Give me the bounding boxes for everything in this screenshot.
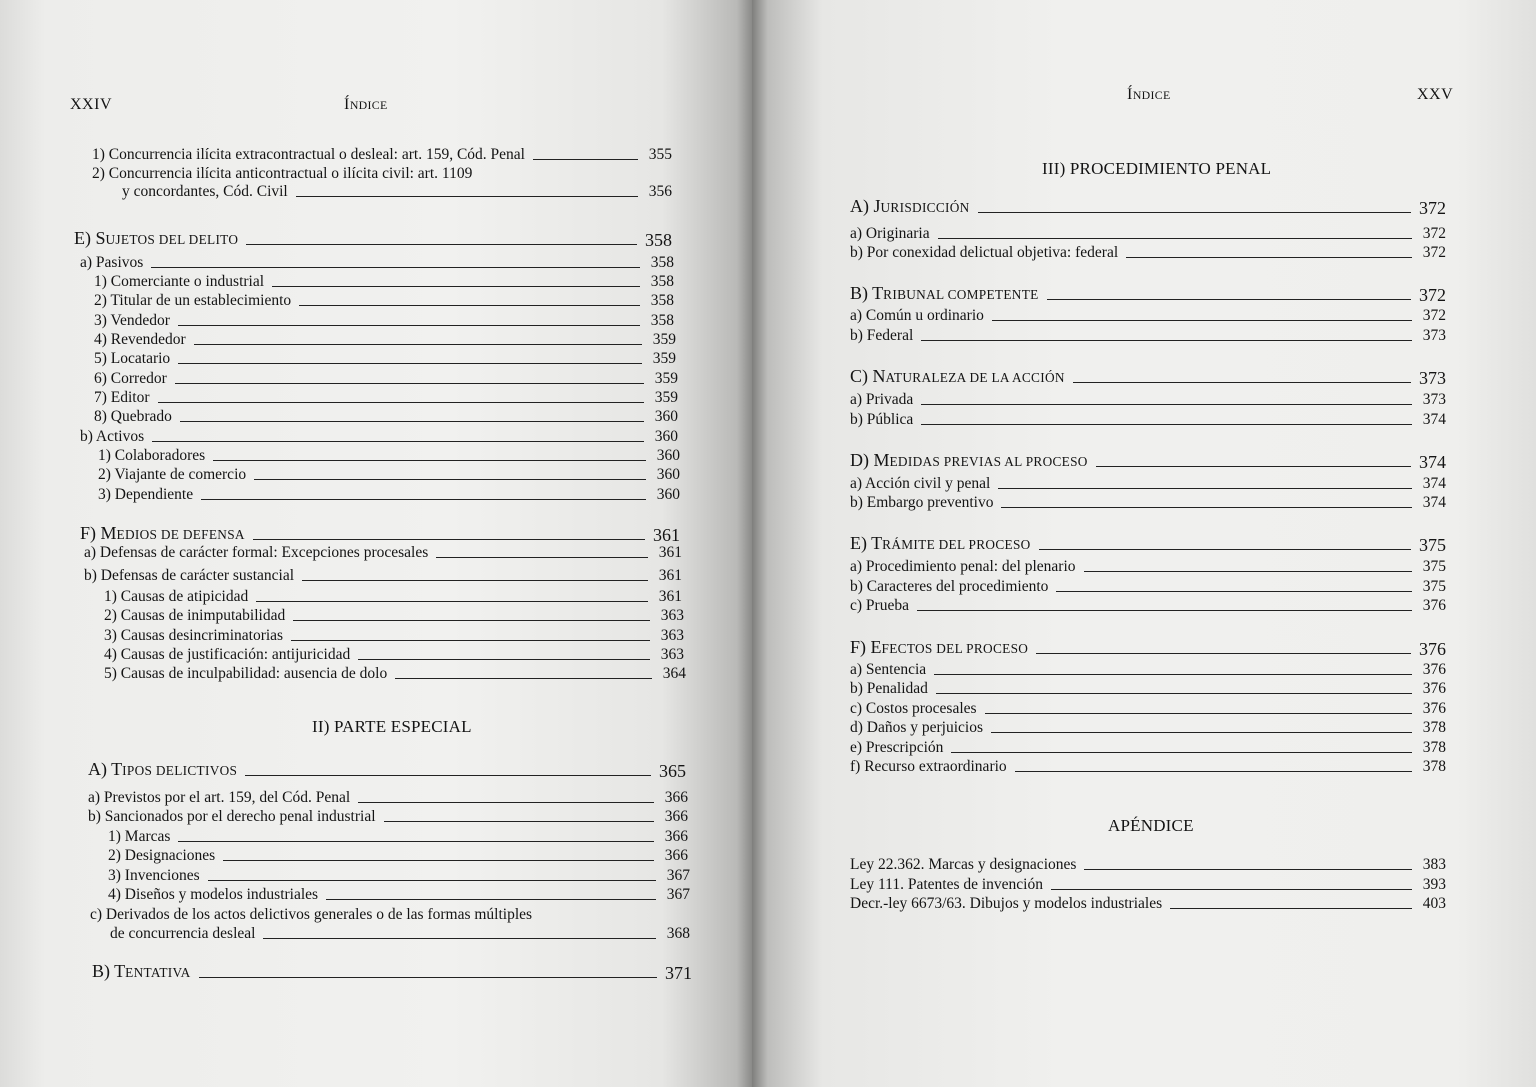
toc-entry [88,808,688,826]
toc-entry-label: 1) Comerciante o industrial [94,273,265,290]
toc-entry-label: 2) Titular de un establecimiento [94,292,292,309]
leader-line [436,557,648,558]
leader-line [299,305,640,306]
toc-entry [94,331,676,349]
toc-entry [850,856,1446,874]
toc-page-number: 372 [1422,307,1446,324]
toc-page-number: 376 [1422,661,1446,678]
toc-entry-label: 1) Marcas [108,828,171,845]
toc-page-number: 375 [1419,535,1446,555]
toc-entry-label: 2) Viajante de comercio [98,466,247,483]
toc-entry-label: a) Común u ordinario [850,307,984,324]
toc-entry-label: 3) Dependiente [98,486,194,503]
toc-page-number: 361 [658,544,682,561]
page-number: XXV [1417,86,1454,103]
toc-entry-label: A) JURISDICCIÓN [850,196,970,216]
leader-line [533,159,638,160]
toc-page-number: 376 [1422,680,1446,697]
toc-page-number: 378 [1422,758,1446,775]
toc-entry-label: 2) Designaciones [108,847,216,864]
leader-line [992,320,1412,321]
toc-entry [84,567,682,585]
toc-entry-label: a) Pasivos [80,254,144,271]
toc-entry [90,906,532,924]
leader-line [293,620,650,621]
toc-entry [92,146,672,164]
toc-entry-label: B) TENTATIVA [92,961,191,981]
toc-entry-label: b) Embargo preventivo [850,494,994,511]
toc-page-number: 355 [648,146,672,163]
toc-page-number: 367 [666,886,690,903]
toc-page-number: 358 [650,292,674,309]
toc-entry [80,428,678,446]
toc-entry [94,350,676,368]
leader-line [998,488,1412,489]
leader-line [302,580,648,581]
running-head-text: ÍNDICE [344,96,388,113]
toc-entry [80,254,674,272]
toc-page-number: 363 [660,646,684,663]
toc-page-number: 366 [664,789,688,806]
toc-entry [104,646,684,664]
toc-entry-label: a) Acción civil y penal [850,475,991,492]
toc-page-number: 367 [666,867,690,884]
toc-page-number: 363 [660,627,684,644]
toc-page-number: 374 [1422,494,1446,511]
toc-entry-label: e) Prescripción [850,739,944,756]
toc-entry [98,466,680,484]
toc-entry [850,391,1446,409]
leader-line [1015,771,1412,772]
toc-entry [850,739,1446,757]
toc-entry-label: b) Pública [850,411,914,428]
toc-entry [850,244,1446,262]
toc-page-number: 376 [1422,700,1446,717]
toc-entry [110,925,690,943]
leader-line [936,693,1412,694]
toc-entry [850,719,1446,737]
toc-entry-label: a) Sentencia [850,661,927,678]
leader-line [1126,257,1412,258]
toc-entry [104,665,686,683]
toc-entry [850,700,1446,718]
leader-line [245,775,651,776]
toc-page-number: 403 [1422,895,1446,912]
section-title: APÉNDICE [1108,816,1194,835]
toc-entry [850,661,1446,679]
toc-entry-label: F) MEDIOS DE DEFENSA [80,523,245,543]
leader-line [991,732,1412,733]
toc-entry-label: a) Privada [850,391,914,408]
leader-line [175,383,644,384]
toc-entry-label: C) NATURALEZA DE LA ACCIÓN [850,366,1065,386]
toc-page-number: 378 [1422,719,1446,736]
toc-page-number: 376 [1422,597,1446,614]
toc-page-number: 361 [658,588,682,605]
toc-page-number: 368 [666,925,690,942]
toc-entry [122,183,672,201]
toc-entry-label: b) Federal [850,327,914,344]
leader-line [1096,466,1411,467]
toc-entry-label: Decr.-ley 6673/63. Dibujos y modelos industriales [850,895,1163,912]
toc-entry [850,895,1446,913]
toc-category [850,367,1446,387]
leader-line [1039,549,1411,550]
toc-entry-label: y concordantes, Cód. Civil [122,183,288,200]
toc-entry [850,307,1446,325]
leader-line [199,977,657,978]
toc-entry-label: de concurrencia desleal [110,925,256,942]
toc-page-number: 360 [654,428,678,445]
leader-line [951,752,1412,753]
toc-entry-label: f) Recurso extraordinario [850,758,1007,775]
toc-page-number: 383 [1422,856,1446,873]
toc-entry [98,447,680,465]
running-head [344,96,387,114]
leader-line [1056,591,1412,592]
right-page [752,0,1536,1087]
leader-line [178,363,642,364]
toc-category [850,197,1446,217]
toc-page-number: 373 [1422,327,1446,344]
toc-page-number: 374 [1419,452,1446,472]
toc-entry-label: b) Defensas de carácter sustancial [84,567,294,584]
toc-page-number: 375 [1422,578,1446,595]
toc-category [74,229,672,249]
toc-page-number: 372 [1419,285,1446,305]
leader-line [151,267,640,268]
toc-entry-label: 8) Quebrado [94,408,172,425]
toc-entry-label: b) Penalidad [850,680,928,697]
leader-line [326,899,656,900]
leader-line [1047,299,1411,300]
toc-entry-label: 1) Causas de atipicidad [104,588,249,605]
toc-entry-label: Ley 22.362. Marcas y designaciones [850,856,1077,873]
running-head-text: ÍNDICE [1127,86,1171,103]
toc-entry-label: b) Activos [80,428,145,445]
toc-page-number: 359 [654,389,678,406]
leader-line [384,821,654,822]
toc-entry [94,273,674,291]
toc-entry-label: c) Derivados de los actos delictivos generales o de las formas múltiples [90,906,533,923]
toc-entry-label: 4) Diseños y modelos industriales [108,886,319,903]
left-page [0,0,752,1087]
toc-page-number: 360 [656,447,680,464]
toc-entry-label: Ley 111. Patentes de invención [850,876,1043,893]
page-number: XXIV [70,96,112,113]
toc-page-number: 361 [653,525,680,545]
toc-entry [104,627,684,645]
leader-line [921,404,1412,405]
toc-category [88,760,686,780]
leader-line [178,325,640,326]
toc-category [92,962,692,982]
toc-entry-label: b) Sancionados por el derecho penal industrial [88,808,376,825]
leader-line [395,678,652,679]
toc-page-number: 366 [664,828,688,845]
toc-page-number: 374 [1422,411,1446,428]
toc-page-number: 378 [1422,739,1446,756]
toc-entry [850,876,1446,894]
toc-page-number: 359 [652,350,676,367]
toc-entry [108,867,690,885]
leader-line [1051,889,1412,890]
toc-entry-label: c) Prueba [850,597,909,614]
toc-entry [108,828,688,846]
toc-entry-label: 4) Causas de justificación: antijuricidad [104,646,351,663]
toc-page-number: 361 [658,567,682,584]
toc-category [80,524,680,544]
toc-entry-label: 1) Colaboradores [98,447,206,464]
leader-line [1036,653,1411,654]
toc-entry [850,225,1446,243]
toc-page-number: 363 [660,607,684,624]
toc-category [850,451,1446,471]
toc-entry [108,886,690,904]
toc-entry [92,165,472,183]
toc-entry-label: b) Por conexidad delictual objetiva: federal [850,244,1119,261]
toc-entry [104,588,682,606]
leader-line [1073,382,1411,383]
toc-entry [94,292,674,310]
toc-page-number: 372 [1422,244,1446,261]
toc-page-number: 358 [645,230,672,250]
leader-line [213,460,646,461]
toc-entry [98,486,680,504]
toc-entry-label: 4) Revendedor [94,331,186,348]
running-head [1127,86,1170,104]
leader-line [1084,571,1412,572]
toc-entry [84,544,682,562]
leader-line [978,212,1411,213]
toc-entry-label: 5) Locatario [94,350,171,367]
toc-entry-label: d) Daños y perjuicios [850,719,984,736]
toc-entry-label: a) Procedimiento penal: del plenario [850,558,1076,575]
leader-line [921,424,1412,425]
leader-line [1084,869,1412,870]
toc-entry [850,680,1446,698]
toc-page-number: 360 [654,408,678,425]
toc-page-number: 358 [650,254,674,271]
toc-entry-label: B) TRIBUNAL COMPETENTE [850,283,1039,303]
toc-category [850,534,1446,554]
toc-page-number: 364 [662,665,686,682]
leader-line [985,713,1412,714]
toc-entry [108,847,688,865]
leader-line [253,539,645,540]
toc-entry [850,597,1446,615]
toc-entry-label: 3) Invenciones [108,867,200,884]
toc-entry [94,370,678,388]
toc-entry [850,475,1446,493]
leader-line [263,938,656,939]
toc-entry [850,558,1446,576]
toc-entry [850,578,1446,596]
leader-line [296,196,638,197]
leader-line [208,880,656,881]
toc-entry-label: E) TRÁMITE DEL PROCESO [850,533,1031,553]
section-title: II) PARTE ESPECIAL [312,717,472,736]
toc-page-number: 360 [656,486,680,503]
toc-entry-label: a) Defensas de carácter formal: Excepciones procesales [84,544,429,561]
leader-line [256,601,648,602]
toc-entry-label: A) TIPOS DELICTIVOS [88,759,238,779]
leader-line [152,441,644,442]
toc-page-number: 375 [1422,558,1446,575]
toc-entry-label: a) Previstos por el art. 159, del Cód. Penal [88,789,351,806]
toc-page-number: 356 [648,183,672,200]
leader-line [194,344,642,345]
toc-entry-label: F) EFECTOS DEL PROCESO [850,637,1029,657]
toc-entry [94,389,678,407]
toc-entry-label: 1) Concurrencia ilícita extracontractual o desleal: art. 159, Cód. Penal [92,146,525,163]
toc-page-number: 373 [1422,391,1446,408]
leader-line [180,421,644,422]
toc-page-number: 372 [1422,225,1446,242]
toc-page-number: 372 [1419,198,1446,218]
toc-entry-label: a) Originaria [850,225,930,242]
toc-page-number: 393 [1422,876,1446,893]
leader-line [921,340,1412,341]
leader-line [358,802,654,803]
toc-entry [94,408,678,426]
toc-page-number: 359 [654,370,678,387]
leader-line [1001,507,1412,508]
toc-entry-label: 6) Corredor [94,370,167,387]
leader-line [291,640,650,641]
toc-entry-label: 2) Concurrencia ilícita anticontractual o ilícita civil: art. 1109 [92,165,473,182]
toc-entry-label: E) SUJETOS DEL DELITO [74,228,239,248]
leader-line [178,841,654,842]
toc-entry [850,758,1446,776]
toc-page-number: 371 [665,963,692,983]
toc-entry [104,607,684,625]
leader-line [201,499,646,500]
toc-entry [94,312,674,330]
toc-entry [88,789,688,807]
toc-entry [850,494,1446,512]
toc-page-number: 358 [650,312,674,329]
toc-page-number: 365 [659,761,686,781]
toc-entry-label: b) Caracteres del procedimiento [850,578,1049,595]
toc-entry-label: 5) Causas de inculpabilidad: ausencia de dolo [104,665,388,682]
toc-entry-label: 7) Editor [94,389,150,406]
leader-line [158,402,644,403]
toc-page-number: 359 [652,331,676,348]
toc-entry-label: c) Costos procesales [850,700,977,717]
toc-page-number: 366 [664,808,688,825]
toc-entry [850,411,1446,429]
toc-category [850,638,1446,658]
toc-page-number: 376 [1419,639,1446,659]
toc-entry [850,327,1446,345]
leader-line [934,674,1412,675]
toc-entry-label: 3) Causas desincriminatorias [104,627,284,644]
toc-entry-label: D) MEDIDAS PREVIAS AL PROCESO [850,450,1088,470]
leader-line [223,860,654,861]
toc-page-number: 373 [1419,368,1446,388]
leader-line [254,479,646,480]
leader-line [1170,908,1412,909]
leader-line [272,286,640,287]
leader-line [246,244,637,245]
toc-category [850,284,1446,304]
toc-page-number: 358 [650,273,674,290]
leader-line [358,659,650,660]
toc-entry-label: 3) Vendedor [94,312,170,329]
leader-line [917,610,1412,611]
toc-page-number: 360 [656,466,680,483]
toc-page-number: 366 [664,847,688,864]
section-title: III) PROCEDIMIENTO PENAL [1042,159,1272,178]
toc-page-number: 374 [1422,475,1446,492]
leader-line [938,238,1412,239]
toc-entry-label: 2) Causas de inimputabilidad [104,607,286,624]
